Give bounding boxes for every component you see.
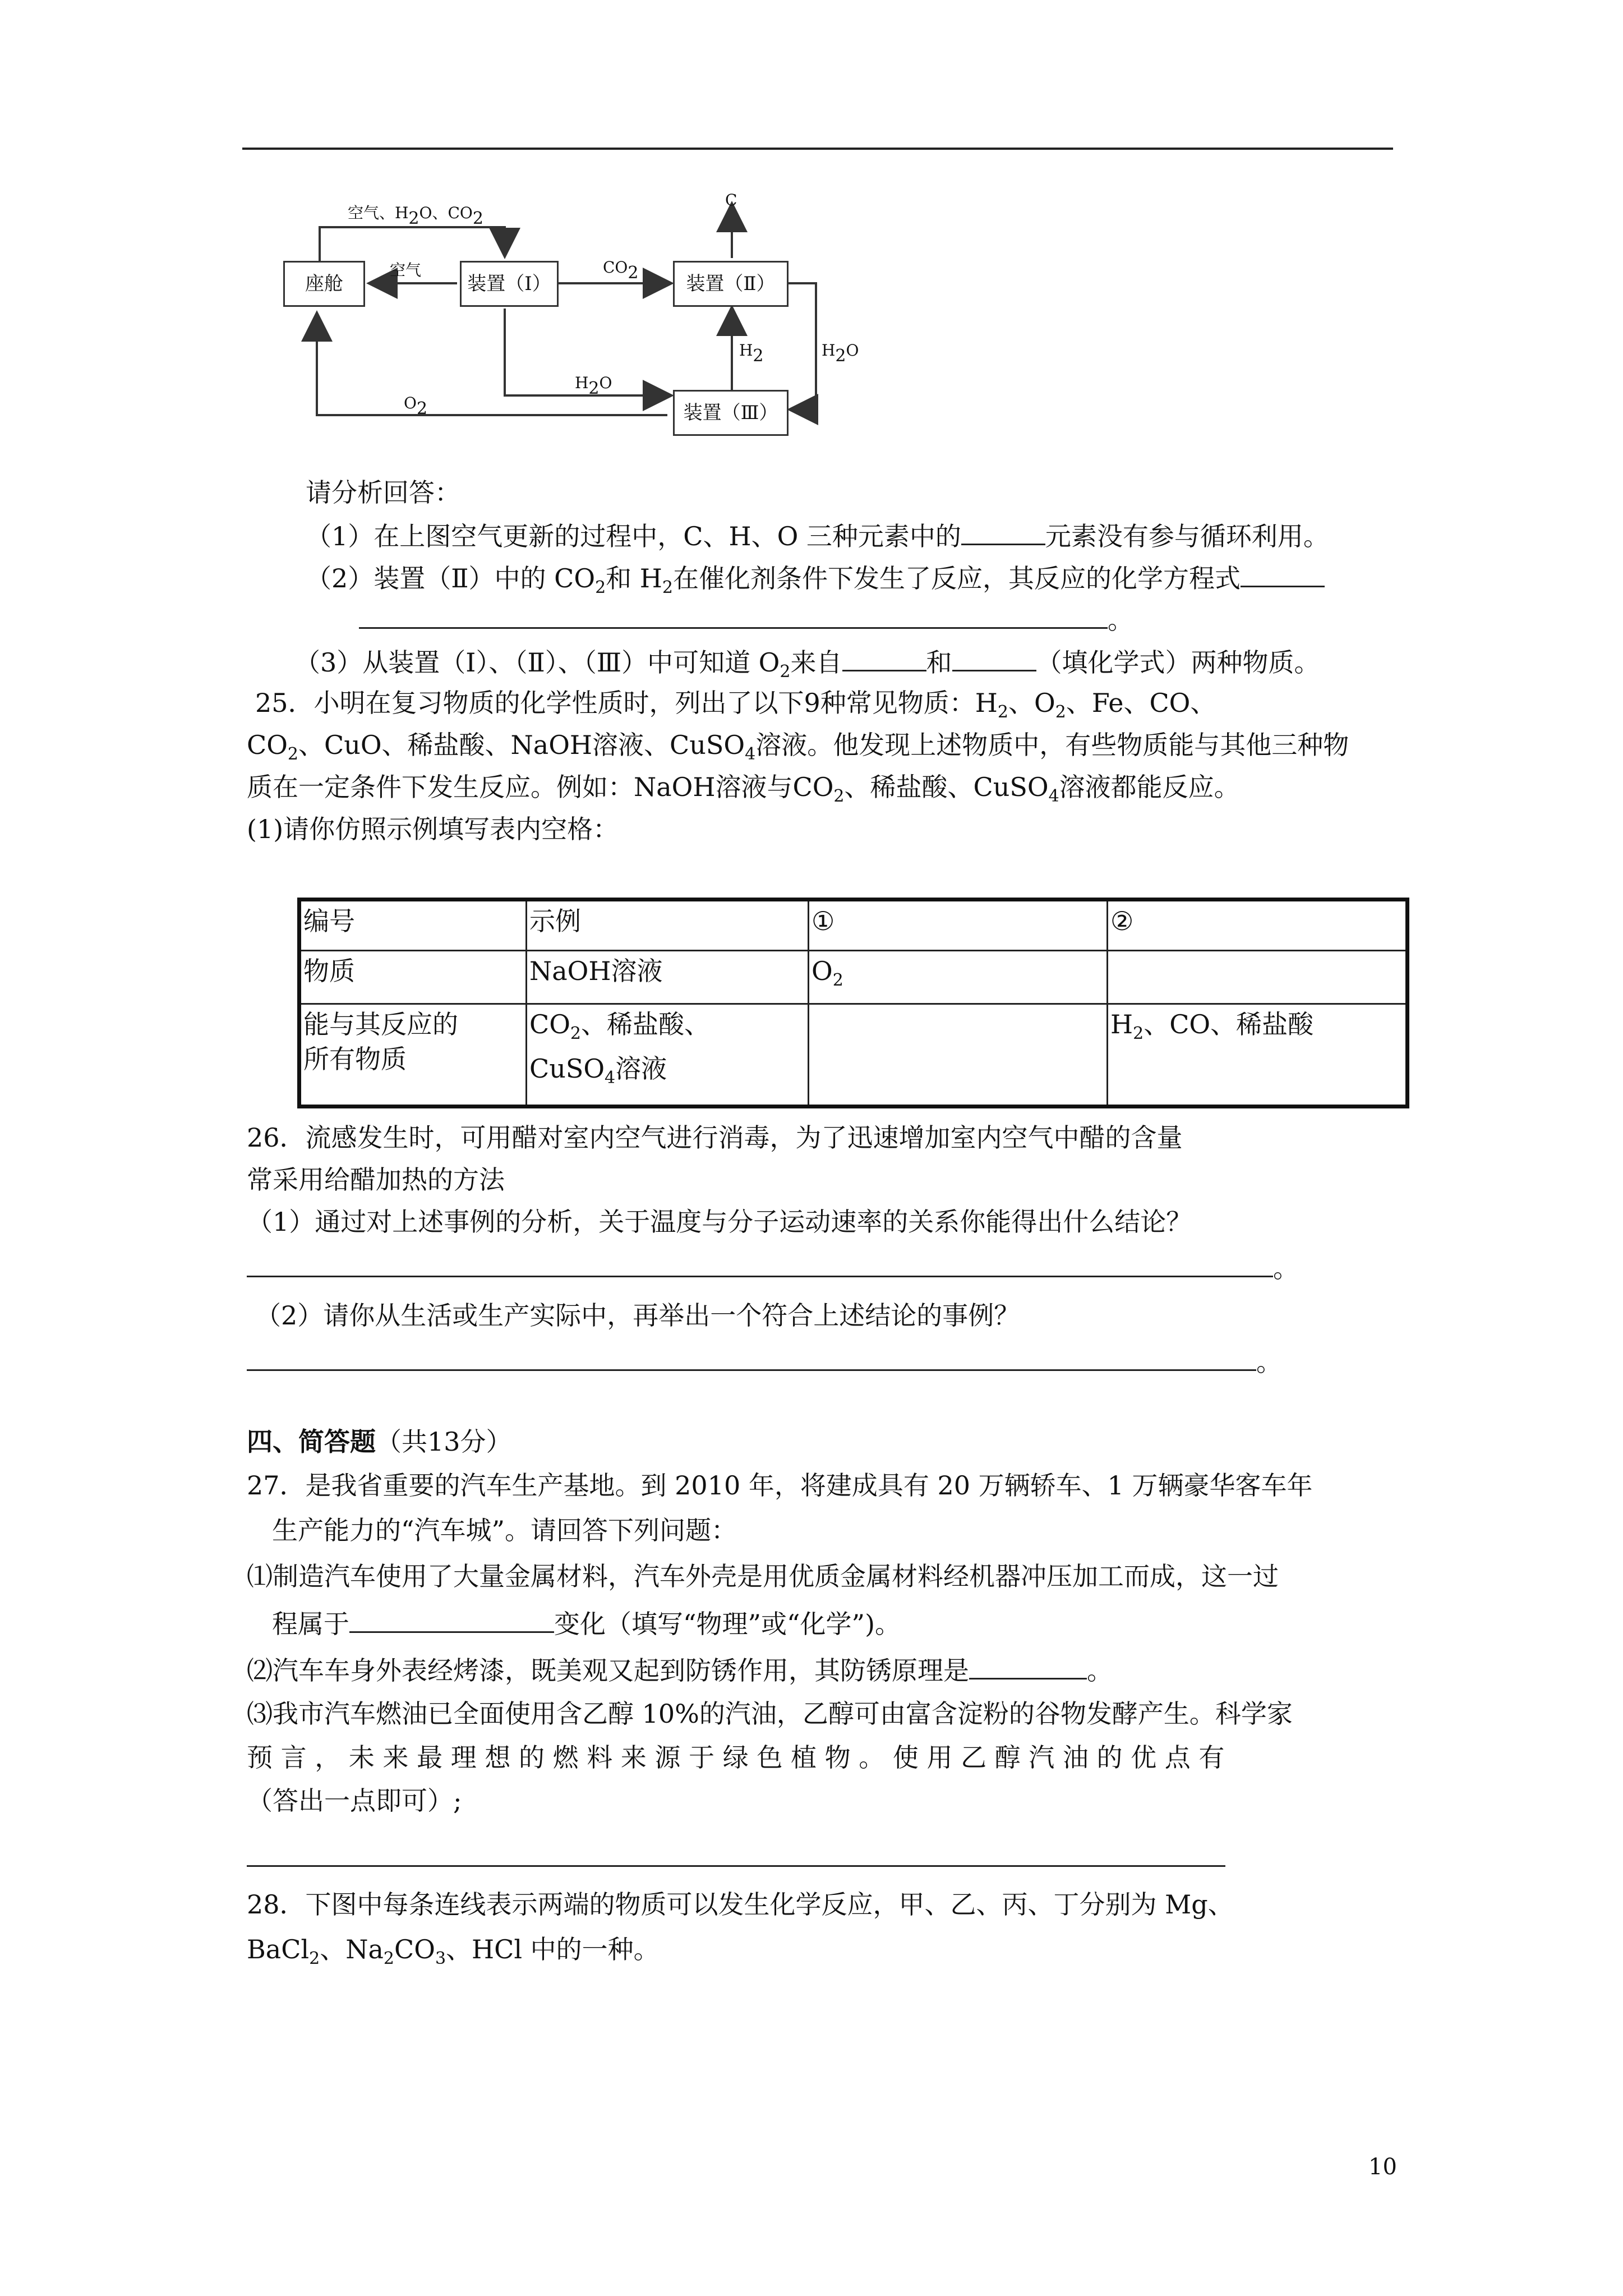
q25-line4: (1)请你仿照示例填写表内空格： <box>247 814 619 844</box>
table-cell: $CO_2$、稀盐酸、 CuSO$_4$溶液 <box>527 1004 809 1107</box>
label-c: C <box>725 191 737 209</box>
label-o2: O2 <box>404 394 428 418</box>
q26-line3: （1）通过对上述事例的分析，关于温度与分子运动速率的关系你能得出什么结论？ <box>247 1207 1192 1237</box>
table-cell: NaOH溶液 <box>527 951 809 1004</box>
table-cell: 示例 <box>527 900 809 951</box>
table-cell: $H_2$、CO、稀盐酸 <box>1108 1004 1408 1107</box>
q25-line2: $CO_2$、CuO、稀盐酸、NaOH溶液、CuSO$_4$溶液。他发现上述物质中，有些物质能与其他三种物 <box>247 730 1349 764</box>
q28-line2: BaCl$_2$、$Na_2CO_3$、HCl 中的一种。 <box>247 1934 660 1968</box>
label-air-h2o-co2: 空气、H2O、CO2 <box>348 204 483 228</box>
section-4-heading: 四、简答题（共13分） <box>247 1427 512 1457</box>
air-cycle-diagram <box>275 191 859 449</box>
q26-line1: 26．流感发生时，可用醋对室内空气进行消毒，为了迅速增加室内空气中醋的含量 <box>247 1122 1183 1153</box>
table-cell: 能与其反应的 所有物质 <box>299 1004 527 1107</box>
table-cell <box>809 1004 1108 1107</box>
q26-line2: 常采用给醋加热的方法 <box>247 1165 505 1195</box>
label-co2: CO2 <box>603 258 639 283</box>
q26-answer1: 。 <box>247 1250 1299 1285</box>
q25-line1: 25．小明在复习物质的化学性质时，列出了以下9种常见物质：$H_2$、$O_2$、Fe、CO、 <box>255 688 1216 722</box>
q25-line3: 质在一定条件下发生反应。例如：NaOH溶液与$CO_2$、稀盐酸、CuSO$_4$溶液都能反应。 <box>247 772 1240 806</box>
device-1-box: 装置（Ⅰ） <box>460 261 559 307</box>
table-cell: $O_2$ <box>809 951 1108 1004</box>
q27-line1: 27．是我省重要的汽车生产基地。到 2010 年，将建成具有 20 万辆轿车、1 万辆豪华客车年 <box>247 1470 1313 1501</box>
q24-intro: 请分析回答： <box>306 477 460 508</box>
q27-answer-line <box>247 1865 1225 1867</box>
q27-line5: ⑵汽车车身外表经烤漆，既美观又起到防锈作用，其防锈原理是 。 <box>247 1652 1113 1687</box>
device-2-box: 装置（Ⅱ） <box>673 261 789 307</box>
table-cell: 编号 <box>299 900 527 951</box>
q27-line2: 生产能力的“汽车城”。请回答下列问题： <box>272 1515 737 1545</box>
q27-line8: （答出一点即可）; <box>247 1786 462 1816</box>
header-rule <box>242 148 1393 150</box>
substance-table <box>297 898 1409 1108</box>
label-air: 空气 <box>390 261 422 279</box>
label-h2o-bottom: H2O <box>575 374 612 398</box>
q26-line5: （2）请你从生活或生产实际中，再举出一个符合上述结论的事例？ <box>255 1300 1020 1331</box>
q27-line4: 程属于 变化（填写“物理”或“化学”)。 <box>272 1605 901 1641</box>
q28-line1: 28．下图中每条连线表示两端的物质可以发生化学反应，甲、乙、丙、丁分别为 Mg、 <box>247 1889 1234 1920</box>
q24-part2: （2）装置（Ⅱ）中的 $CO_2$和 $H_2$在催化剂条件下发生了反应，其反应的化学方程式 <box>306 560 1325 605</box>
table-row <box>299 900 1408 951</box>
q24-part1: （1）在上图空气更新的过程中，C、H、O 三种元素中的 元素没有参与循环利用。 <box>306 518 1329 553</box>
label-h2o-right: H2O <box>822 341 859 366</box>
q24-part3: （3）从装置（Ⅰ）、（Ⅱ）、（Ⅲ）中可知道 $O_2$来自 和 （填化学式）两种物质。 <box>294 644 1320 689</box>
table-cell: ② <box>1108 900 1408 951</box>
page-number: 10 <box>1368 2154 1397 2180</box>
q27-line3: ⑴制造汽车使用了大量金属材料，汽车外壳是用优质金属材料经机器冲压加工而成，这一过 <box>247 1561 1279 1591</box>
device-3-box: 装置（Ⅲ） <box>673 390 789 436</box>
table-row <box>299 951 1408 1004</box>
table-cell: ① <box>809 900 1108 951</box>
table-cell: 物质 <box>299 951 527 1004</box>
label-h2: H2 <box>739 341 764 366</box>
q26-answer2: 。 <box>247 1343 1282 1379</box>
q24-part2-answer-line: 。 <box>359 601 1133 637</box>
table-row <box>299 1004 1408 1107</box>
q27-line6: ⑶我市汽车燃油已全面使用含乙醇 10%的汽油，乙醇可由富含淀粉的谷物发酵产生。科学家 <box>247 1699 1293 1729</box>
cabin-box: 座舱 <box>283 261 365 307</box>
table-cell <box>1108 951 1408 1004</box>
q27-line7: 预 言 ， 未 来 最 理 想 的 燃 料 来 源 于 绿 色 植 物 。 使 用 乙 醇 汽 油 的 优 点 有 <box>247 1742 1225 1773</box>
